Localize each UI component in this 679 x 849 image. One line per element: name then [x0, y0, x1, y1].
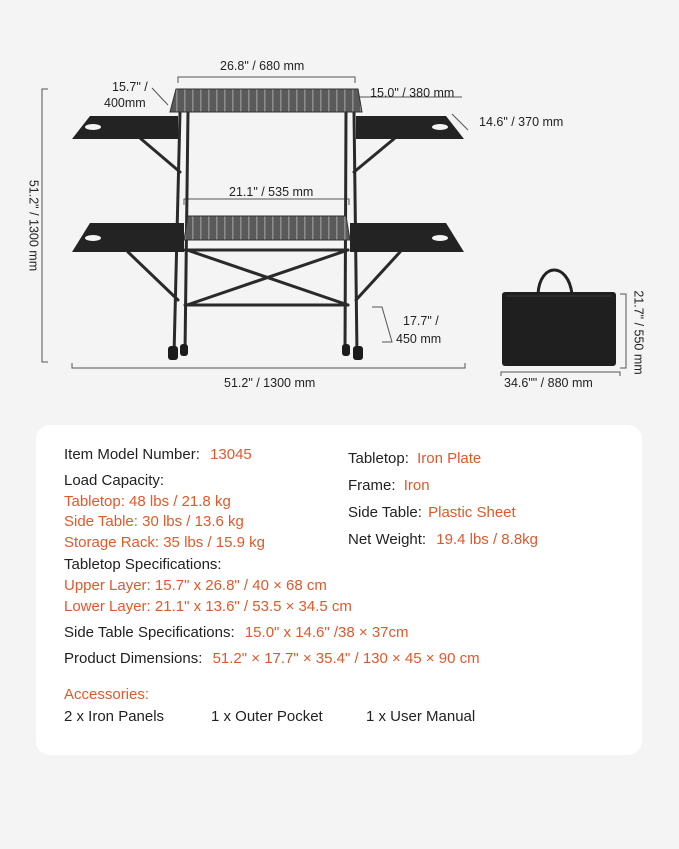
- product-dim-value: 51.2" × 17.7" × 35.4" / 130 × 45 × 90 cm: [212, 650, 480, 667]
- side-depth-label: 14.6" / 370 mm: [479, 115, 564, 129]
- top-depth-mm-label: 400mm: [104, 96, 146, 110]
- frame-material-row: [348, 477, 430, 495]
- upper-tabletop: [170, 89, 362, 112]
- side-table-material-row: [348, 504, 516, 522]
- side-table-label: Side Table:: [348, 504, 422, 521]
- height-label: 51.2" / 1300 mm: [26, 179, 41, 272]
- side-table-spec-row: [64, 624, 409, 642]
- model-label: Item Model Number:: [64, 446, 200, 463]
- lower-width-label: 21.1" / 535 mm: [229, 185, 314, 199]
- accessory-iron-panels: 2 x Iron Panels: [64, 708, 165, 725]
- tabletop-spec-label: Tabletop Specifications:: [64, 556, 222, 573]
- load-label: Load Capacity:: [64, 472, 165, 489]
- load-storage-rack: Storage Rack: 35 lbs / 15.9 kg: [64, 534, 265, 551]
- weight-label: Net Weight:: [348, 531, 427, 548]
- frame-label: Frame:: [348, 477, 396, 494]
- accessories-label: Accessories:: [64, 686, 150, 703]
- lower-tabletop: [184, 216, 350, 240]
- top-width-label: 26.8" / 680 mm: [220, 59, 305, 73]
- lower-layer-spec: Lower Layer: 21.1" x 13.6" / 53.5 × 34.5 cm: [64, 598, 352, 615]
- frame-value: Iron: [403, 477, 430, 494]
- model-value: 13045: [210, 446, 252, 463]
- accessory-outer-pocket: 1 x Outer Pocket: [211, 708, 323, 725]
- total-width-label: 51.2" / 1300 mm: [224, 376, 316, 390]
- product-dim-row: [64, 650, 480, 668]
- top-depth-label: 15.7" /: [112, 80, 148, 94]
- side-spec-label: Side Table Specifications:: [64, 624, 235, 641]
- model-row: [64, 446, 252, 464]
- bag-width-label: 34.6"" / 880 mm: [504, 376, 593, 390]
- carry-bag: [502, 270, 616, 366]
- side-spec-value: 15.0" x 14.6" /38 × 37cm: [244, 624, 409, 641]
- side-width-label: 15.0" / 380 mm: [370, 86, 455, 100]
- tabletop-value: Iron Plate: [417, 450, 482, 467]
- product-dim-label: Product Dimensions:: [64, 650, 203, 667]
- base-depth-mm-label: 450 mm: [396, 332, 442, 346]
- tabletop-material-row: [348, 450, 481, 468]
- base-depth-label: 17.7" /: [403, 314, 439, 328]
- spec-panel: [36, 425, 642, 755]
- bag-height-label: 21.7" / 550 mm: [631, 290, 646, 375]
- weight-value: 19.4 lbs / 8.8kg: [436, 531, 538, 548]
- upper-layer-spec: Upper Layer: 15.7" x 26.8" / 40 × 68 cm: [64, 577, 327, 594]
- load-tabletop: Tabletop: 48 lbs / 21.8 kg: [64, 493, 231, 510]
- net-weight-row: [348, 531, 538, 549]
- load-side-table: Side Table: 30 lbs / 13.6 kg: [64, 513, 244, 530]
- accessory-user-manual: 1 x User Manual: [366, 708, 476, 725]
- side-table-value: Plastic Sheet: [428, 504, 516, 521]
- tabletop-label: Tabletop:: [348, 450, 409, 467]
- wheels: [168, 344, 363, 360]
